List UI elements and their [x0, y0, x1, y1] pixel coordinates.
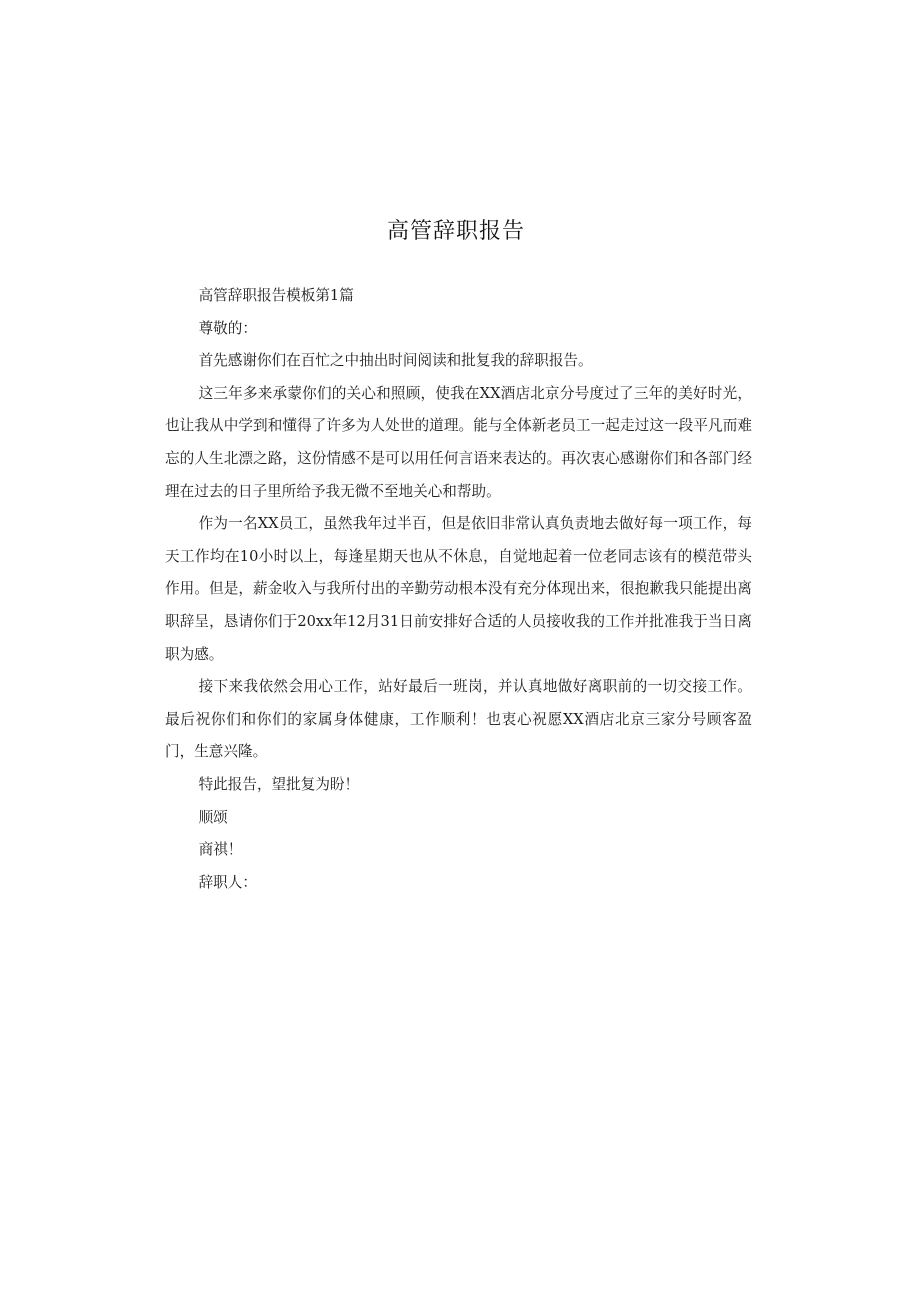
- paragraph-thanks: 首先感谢你们在百忙之中抽出时间阅读和批复我的辞职报告。: [198, 352, 593, 370]
- signature-label: 辞职人：: [198, 873, 257, 891]
- paragraph-handover: 接下来我依然会用心工作，站好最后一班岗，并认真地做好离职前的一切交接工作。最后祝你们和你们的家属身体健康，工作顺利！也衷心祝愿XX酒店北京三家分号顾客盈门，生意兴隆。: [165, 678, 752, 761]
- salutation: 尊敬的：: [198, 319, 257, 337]
- closing-wish: 商祺！: [198, 841, 243, 859]
- closing-report: 特此报告，望批复为盼！: [198, 775, 360, 793]
- document-body: [165, 280, 752, 899]
- closing-regards: 顺颂: [198, 808, 228, 826]
- paragraph-reason: 作为一名XX员工，虽然我年过半百，但是依旧非常认真负责地去做好每一项工作，每天工作均在10小时以上，每逢星期天也从不休息，自觉地起着一位老同志该有的模范带头作用。但是，薪金收入与我所付出的辛勤劳动根本没有充分体现出来，很抱歉我只能提出离职辞呈，恳请你们于20xx年12月31日前安排好合适的人员接收我的工作并批准我于当日离职为感。: [165, 515, 752, 663]
- document-title: 高管辞职报告: [386, 219, 525, 244]
- template-subtitle: 高管辞职报告模板第1篇: [198, 287, 354, 304]
- paragraph-gratitude: 这三年多来承蒙你们的关心和照顾，使我在XX酒店北京分号度过了三年的美好时光，也让我从中学到和懂得了许多为人处世的道理。能与全体新老员工一起走过这一段平凡而难忘的人生北漂之路，这份情感不是可以用任何言语来表达的。再次衷心感谢你们和各部门经理在过去的日子里所给予我无微不至地关心和帮助。: [165, 384, 752, 500]
